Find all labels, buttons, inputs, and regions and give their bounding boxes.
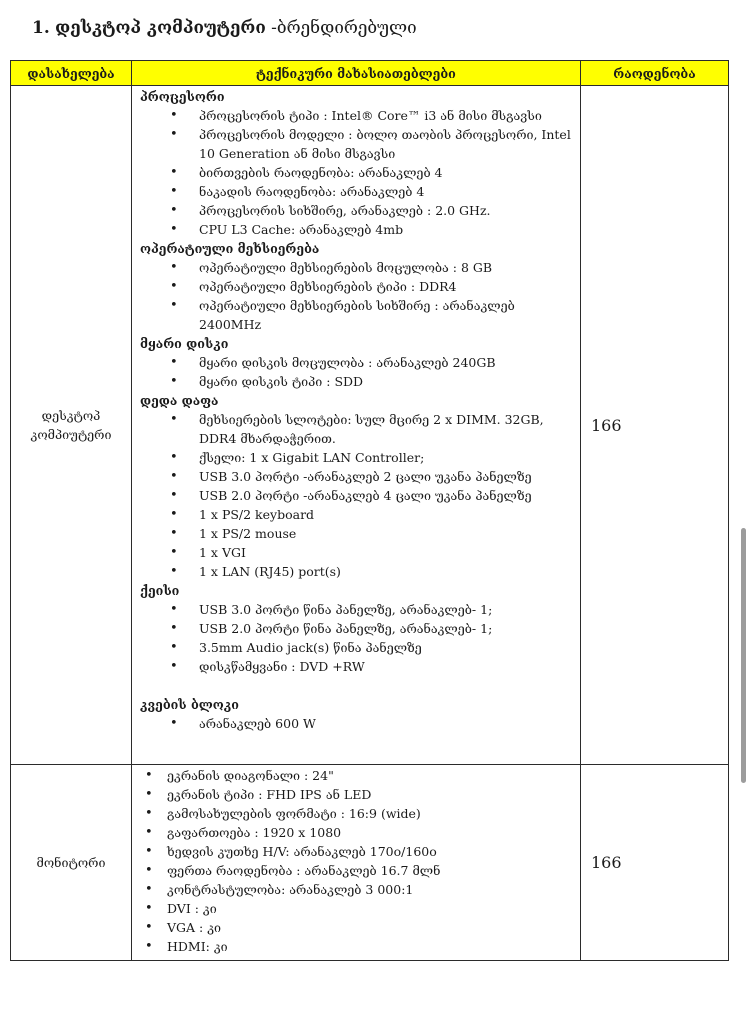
spec-item: • პროცესორის სიხშირე, არანაკლებ : 2.0 GHz.: [140, 201, 572, 220]
item-name-cell: [11, 86, 132, 765]
specs-cell-desktop: [132, 86, 581, 765]
spec-item: • USB 3.0 პორტი -არანაკლებ 2 ცალი უკანა პანელზე: [140, 467, 572, 486]
table-row-monitor: [11, 765, 729, 961]
spec-item: • კონტრასტულობა: არანაკლებ 3 000:1: [140, 880, 572, 899]
spec-item: • 1 x PS/2 mouse: [140, 524, 572, 543]
spec-item: • USB 2.0 პორტი -არანაკლებ 4 ცალი უკანა პანელზე: [140, 486, 572, 505]
spec-item: • არანაკლებ 600 W: [140, 714, 572, 733]
spec-item: • ნაკადის რაოდენობა: არანაკლებ 4: [140, 182, 572, 201]
table-row-desktop: [11, 86, 729, 765]
spec-list-power-supply: [140, 714, 572, 733]
spec-item: • 1 x VGI: [140, 543, 572, 562]
quantity-cell-desktop: 166: [581, 86, 729, 765]
spec-item: • HDMI: კი: [140, 937, 572, 956]
heading-number: 1.: [32, 18, 50, 38]
spec-item: • 1 x PS/2 keyboard: [140, 505, 572, 524]
item-name-line: მონიტორი: [36, 855, 106, 870]
spec-item: • ეკრანის ტიპი : FHD IPS ან LED: [140, 785, 572, 804]
spec-list-motherboard: [140, 410, 572, 581]
spec-item: • 3.5mm Audio jack(s) წინა პანელზე: [140, 638, 572, 657]
document-heading: [32, 17, 417, 39]
section-title-storage: მყარი დისკი: [140, 336, 229, 351]
section-title-power-supply: კვების ბლოკი: [140, 697, 239, 712]
spec-item: • მეხსიერების სლოტები: სულ მცირე 2 x DIMM. 32GB, DDR4 მხარდაჭერით.: [140, 410, 572, 448]
spec-item: • მყარი დისკის მოცულობა : არანაკლებ 240GB: [140, 353, 572, 372]
spec-list-storage: [140, 353, 572, 391]
spec-item: • USB 3.0 პორტი წინა პანელზე, არანაკლებ- 1;: [140, 600, 572, 619]
spec-item: • დისკწამყვანი : DVD +RW: [140, 657, 572, 676]
spec-item: • ხედვის კუთხე H/V: არანაკლებ 170o/160o: [140, 842, 572, 861]
spec-item: • მყარი დისკის ტიპი : SDD: [140, 372, 572, 391]
header-quantity: რაოდენობა: [581, 61, 729, 86]
quantity-cell-monitor: 166: [581, 765, 729, 961]
spec-list-case: [140, 600, 572, 676]
table-header-row: [11, 61, 729, 86]
header-specs: ტექნიკური მახასიათებლები: [132, 61, 581, 86]
spec-item: • USB 2.0 პორტი წინა პანელზე, არანაკლებ- 1;: [140, 619, 572, 638]
spec-list-monitor: [140, 766, 572, 956]
vertical-scrollbar[interactable]: [741, 528, 746, 783]
spec-item: • ბირთვების რაოდენობა: არანაკლებ 4: [140, 163, 572, 182]
spec-list-ram: [140, 258, 572, 334]
spec-item: • VGA : კი: [140, 918, 572, 937]
spec-item: • CPU L3 Cache: არანაკლებ 4mb: [140, 220, 572, 239]
spec-item: • ოპერატიული მეხსიერების ტიპი : DDR4: [140, 277, 572, 296]
spec-item: • ქსელი: 1 x Gigabit LAN Controller;: [140, 448, 572, 467]
spec-list-processor: [140, 106, 572, 239]
spec-item: • DVI : კი: [140, 899, 572, 918]
heading-title: დესკტოპ კომპიუტერი: [55, 18, 266, 38]
specification-table: [10, 60, 729, 961]
section-title-ram: ოპერატიული მეხსიერება: [140, 241, 320, 256]
section-title-motherboard: დედა დაფა: [140, 393, 219, 408]
spec-item: • ეკრანის დიაგონალი : 24": [140, 766, 572, 785]
spec-item: • პროცესორის ტიპი : Intel® Core™ i3 ან მისი მსგავსი: [140, 106, 572, 125]
spec-item: • 1 x LAN (RJ45) port(s): [140, 562, 572, 581]
section-title-processor: პროცესორი: [140, 89, 225, 104]
spec-item: • პროცესორის მოდელი : ბოლო თაობის პროცესორი, Intel 10 Generation ან მისი მსგავსი: [140, 125, 572, 163]
header-name: დასახელება: [11, 61, 132, 86]
spec-item: • გაფართოება : 1920 x 1080: [140, 823, 572, 842]
spec-item: • ოპერატიული მეხსიერების სიხშირე : არანაკლებ 2400MHz: [140, 296, 572, 334]
spec-item: • ოპერატიული მეხსიერების მოცულობა : 8 GB: [140, 258, 572, 277]
spec-item: • გამოსახულების ფორმატი : 16:9 (wide): [140, 804, 572, 823]
specs-cell-monitor: [132, 765, 581, 961]
item-name-line: კომპიუტერი: [30, 427, 112, 442]
section-title-case: ქეისი: [140, 583, 180, 598]
item-name-line: დესკტოპ: [41, 408, 101, 423]
heading-suffix: -ბრენდირებული: [265, 18, 417, 38]
spec-item: • ფერთა რაოდენობა : არანაკლებ 16.7 მლნ: [140, 861, 572, 880]
item-name-cell: [11, 765, 132, 961]
